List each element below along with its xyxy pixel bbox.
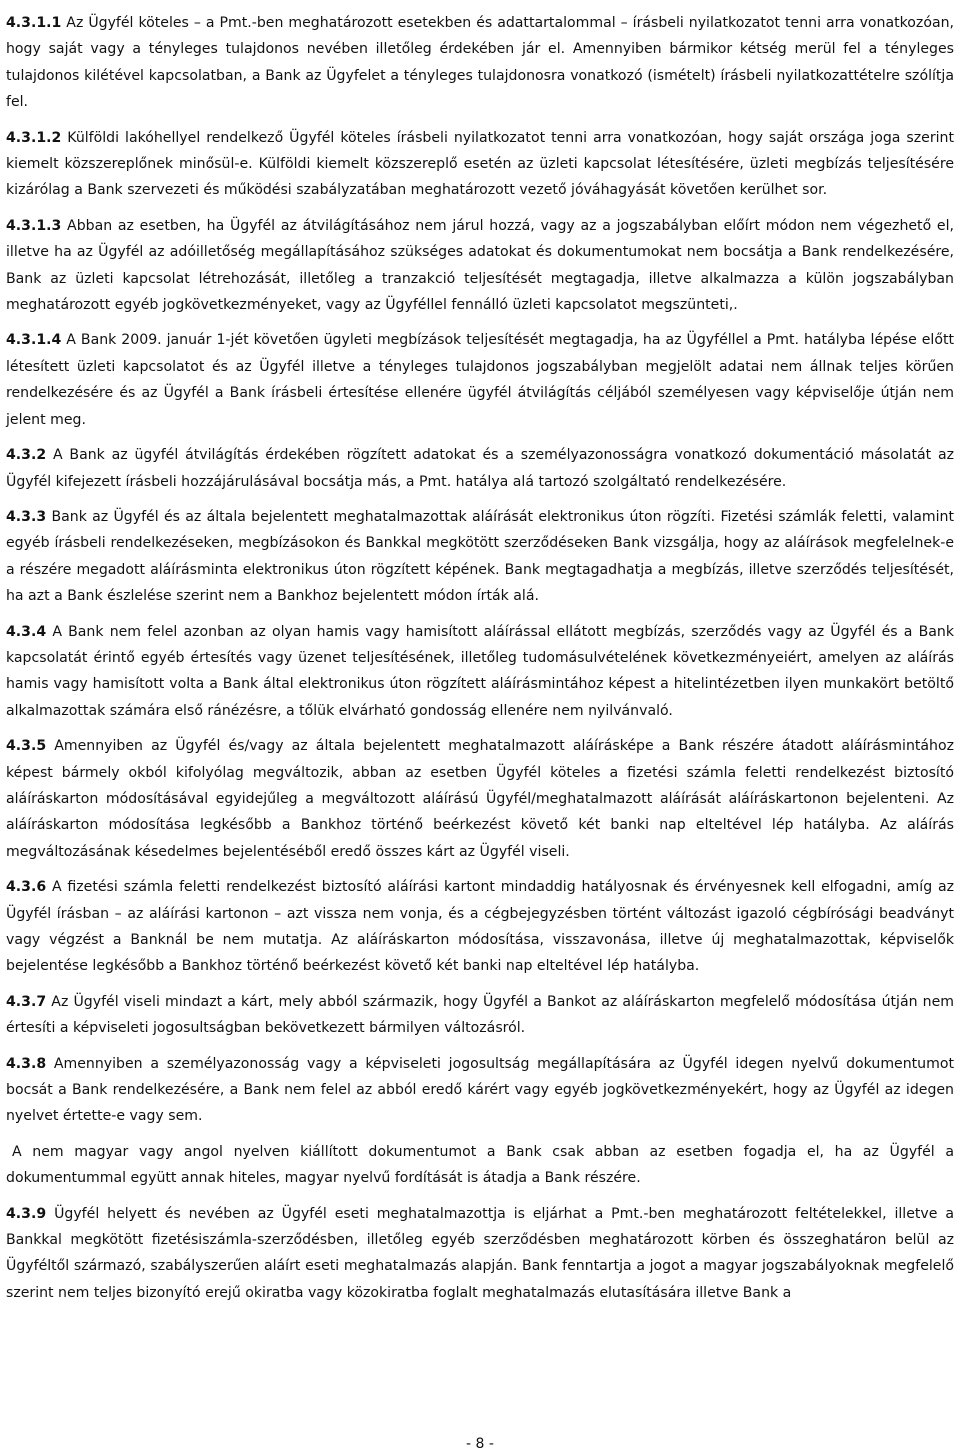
paragraph-text: A Bank az ügyfél átvilágítás érdekében rögzített adatokat és a személyazonosságra vonatkozó dokumentáció másolatát az Ügyfél kifejezett írásbeli hozzájárulásával bocsátja más, a Pmt. hatálya alá tartozó szolgáltató rendelkezésére. bbox=[6, 447, 954, 490]
section-number: 4.3.4 bbox=[6, 623, 47, 640]
page-number: - 8 - bbox=[466, 1436, 494, 1452]
section-number: 4.3.7 bbox=[6, 993, 47, 1010]
paragraph-text: Amennyiben az Ügyfél és/vagy az általa bejelentett meghatalmazott aláírásképe a Bank részére átadott aláírásmintához képest bármely okból kifolyólag megváltozik, abban az esetben Ügyfél köteles a fizetési számla feletti rendelkezést biztosító aláíráskarton módosításával egyidejűleg a megváltozott aláírású Ügyfél/meghatalmazott aláírását aláíráskartonon bejelenteni. Az aláíráskarton módosítása legkésőbb a Bankhoz történő beérkezést követő két banki nap elteltével lép hatályba. Az aláírás megváltozásának késedelmes bejelentéséből eredő összes kárt az Ügyfél viseli. bbox=[6, 738, 954, 860]
paragraph-text: Bank az Ügyfél és az általa bejelentett meghatalmazottak aláírását elektronikus úton rögzíti. Fizetési számlák feletti, valamint egyéb írásbeli rendelkezéseken, megbízásokon és Bankkal megkötött szerződéseken Bank vizsgálja, hogy az aláírások megfelelnek-e a részére megadott aláírásminta elektronikus úton rögzített képének. Bank megtagadhatja a megbízás, illetve szerződés teljesítését, ha azt a Bank észlelése szerint nem a Bankhoz bejelentett módon írták alá. bbox=[6, 508, 954, 605]
paragraph-text: Külföldi lakóhellyel rendelkező Ügyfél köteles írásbeli nyilatkozatot tenni arra vonatkozóan, hogy saját országa joga szerint kiemelt közszereplőnek minősül-e. Külföldi kiemelt közszereplő esetén az üzleti kapcsolat létesítésére, üzleti megbízás teljesítésére kizárólag a Bank szervezeti és működési szabályzatában meghatározott vezető jóváhagyását követően kerülhet sor. bbox=[6, 129, 955, 199]
section-number: 4.3.6 bbox=[6, 879, 47, 896]
paragraph-text: Az Ügyfél viseli mindazt a kárt, mely abból származik, hogy Ügyfél a Bankot az aláíráskarton megfelelő módosítása útján nem értesíti a képviseleti jogosultságban bekövetkezett bármilyen változásról. bbox=[6, 993, 955, 1037]
paragraph-text: Ügyfél helyett és nevében az Ügyfél eseti meghatalmazottja is eljárhat a Pmt.-ben meghatározott feltételekkel, illetve a Bankkal megkötött fizetésiszámla-szerződésben, illetőleg egyéb szerződésben meghatározott körben és összeghatáron belül az Ügyféltől származó, szabályszerűen aláírt eseti meghatalmazás alapján. Bank fenntartja a jogot a magyar jogszabályoknak megfelelő szerint nem teljes bizonyító erejű okiratba vagy közokiratba foglalt meghatalmazás elutasítására illetve Bank a bbox=[6, 1205, 954, 1301]
paragraph-4-3-3 bbox=[6, 504, 954, 610]
paragraph-text: Az Ügyfél köteles – a Pmt.-ben meghatározott esetekben és adattartalommal – írásbeli nyilatkozatot tenni arra vonatkozóan, hogy saját vagy a tényleges tulajdonos nevében illetőleg érdekében jár el. Amennyiben bármikor kétség merül fel a tényleges tulajdonos kilétével kapcsolatban, a Bank az Ügyfelet a tényleges tulajdonosra vonatkozó (ismételt) írásbeli nyilatkozattételre szólítja fel. bbox=[6, 15, 955, 111]
paragraph-4-3-5 bbox=[6, 733, 954, 865]
section-number: 4.3.5 bbox=[6, 738, 47, 755]
document-body bbox=[6, 10, 954, 1315]
section-number: 4.3.1.3 bbox=[6, 217, 62, 234]
paragraph-text: Amennyiben a személyazonosság vagy a képviseleti jogosultság megállapítására az Ügyfél idegen nyelvű dokumentumot bocsát a Bank rendelkezésére, a Bank nem felel az abból eredő kárért vagy egyéb jogkövetkezményekért, hogy az Ügyfél az idegen nyelvet értette-e vagy sem. bbox=[6, 1055, 954, 1125]
section-number: 4.3.8 bbox=[6, 1055, 47, 1072]
paragraph-4-3-2 bbox=[6, 442, 954, 495]
paragraph-4-3-4 bbox=[6, 619, 954, 725]
paragraph-4-3-6 bbox=[6, 874, 954, 980]
paragraph-text: A fizetési számla feletti rendelkezést biztosító aláírási kartont mindaddig hatályosnak és érvényesnek kell elfogadni, amíg az Ügyfél írásban – az aláírási kartonon – azt vissza nem vonja, és a cégbejegyzésben történt változást igazoló cégbírósági beadványt vagy végzést a Banknál be nem mutatja. Az aláíráskarton módosítása, visszavonása, illetve új meghatalmazottak, képviselők bejelentése legkésőbb a Bankhoz történő beérkezést követő két banki nap elteltével lép hatályba. bbox=[6, 879, 954, 975]
paragraph-4-3-1-3 bbox=[6, 213, 954, 319]
section-number: 4.3.1.4 bbox=[6, 332, 62, 349]
paragraph-4-3-7 bbox=[6, 989, 954, 1042]
paragraph-text: Abban az esetben, ha Ügyfél az átvilágításához nem járul hozzá, vagy az a jogszabályban előírt módon nem végezhető el, illetve ha az Ügyfél az adóilletőség megállapításához szükséges adatokat és dokumentumokat nem bocsátja a Bank rendelkezésére, Bank az üzleti kapcsolat létrehozását, illetőleg a tranzakció teljesítését megtagadja, illetve alkalmazza a külön jogszabályban meghatározott egyéb jogkövetkezményeket, vagy az Ügyféllel fennálló üzleti kapcsolatot megszünteti,. bbox=[6, 217, 955, 314]
paragraph-4-3-8-continued bbox=[6, 1139, 954, 1192]
section-number: 4.3.2 bbox=[6, 447, 47, 464]
section-number: 4.3.9 bbox=[6, 1205, 47, 1222]
paragraph-text: A Bank nem felel azonban az olyan hamis vagy hamisított aláírással ellátott megbízás, szerződés vagy az Ügyfél és a Bank kapcsolatát érintő egyéb értesítés vagy üzenet teljesítésének, illetőleg tudomásulvételének következményeiért, amelyen az aláírás hamis vagy hamisított volta a Bank által elektronikus úton rögzített aláírásmintához képest a hitelintézetben ilyen munkakört betöltő alkalmazottak számára első ránézésre, a tőlük elvárható gondosság ellenére nem nyilvánvaló. bbox=[6, 623, 954, 719]
section-number: 4.3.3 bbox=[6, 508, 47, 525]
paragraph-text: A Bank 2009. január 1-jét követően ügyleti megbízások teljesítését megtagadja, ha az Ügyféllel a Pmt. hatályba lépése előtt létesített üzleti kapcsolatot és az Ügyfél illetve a tényleges tulajdonos jogszabályban megjelölt adatai nem állnak teljes körűen rendelkezésére és az Ügyfél a Bank írásbeli értesítése ellenére ügyfél átvilágítás céljából személyesen vagy képviselője útján nem jelent meg. bbox=[6, 332, 954, 428]
section-number: 4.3.1.1 bbox=[6, 15, 62, 31]
paragraph-4-3-9 bbox=[6, 1201, 954, 1307]
section-number: 4.3.1.2 bbox=[6, 129, 62, 146]
paragraph-4-3-1-1 bbox=[6, 10, 954, 116]
paragraph-4-3-1-4 bbox=[6, 327, 954, 433]
paragraph-text: A nem magyar vagy angol nyelven kiállított dokumentumot a Bank csak abban az esetben fogadja el, ha az Ügyfél a dokumentummal együtt annak hiteles, magyar nyelvű fordítását is átadja a Bank részére. bbox=[6, 1143, 954, 1187]
paragraph-4-3-8 bbox=[6, 1051, 954, 1130]
paragraph-4-3-1-2 bbox=[6, 125, 954, 204]
